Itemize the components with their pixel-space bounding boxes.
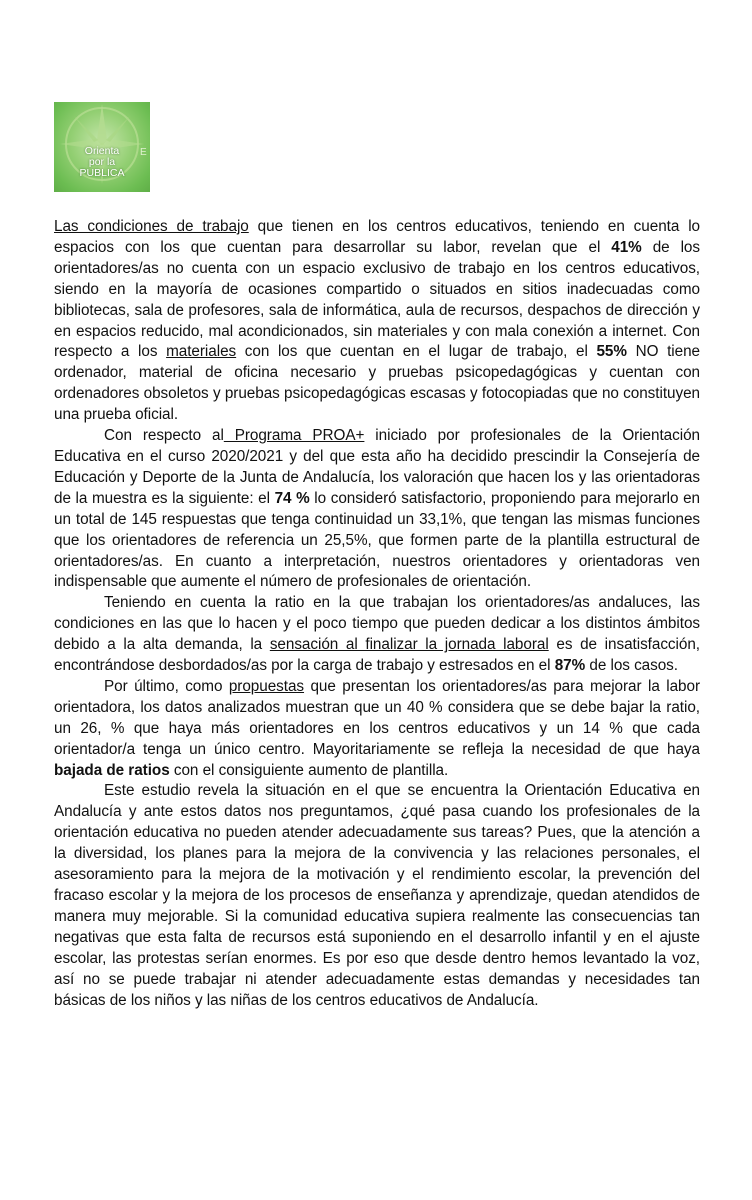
underlined-text: sensación al finalizar la jornada laboral <box>269 636 549 654</box>
paragraph <box>54 781 700 1011</box>
orienta-logo <box>54 102 150 192</box>
text-run: que presentan los orientadores/as para mejorar la labor orientadora, los datos analizados muestran que un 40 % considera que se debe bajar la ratio, un 26, % que haya más orientadores en los centros educativos y un 14 % que cada orientador/a tenga un único centro. Mayoritariamente se refleja la necesidad de que haya <box>54 677 700 758</box>
bold-text: 87% <box>554 657 586 675</box>
underlined-text: Programa PROA+ <box>223 427 365 445</box>
logo-line-1: Orienta <box>84 145 120 157</box>
underlined-text: Las condiciones de trabajo <box>54 218 249 235</box>
text-run: Teniendo en cuenta la ratio en la que trabajan los orientadores/as andaluces, las condiciones en las que lo hacen y el poco tiempo que pueden dedicar a los distintos ámbitos debido a la alta demanda, la <box>54 594 700 654</box>
bold-text: 74 % <box>274 489 310 507</box>
text-run: Con respecto al <box>104 427 224 445</box>
text-run: lo consideró satisfactorio, proponiendo para mejorarlo en un total de 145 respuestas que tenga continuidad un 33,1%, que tengan las mismas funciones que los orientadores de referencia un 25,5%, que formen parte de la plantilla estructural de orientadores/as. En cuanto a interpretación, nuestros orientadores y orientadoras ven indispensable que aumente el número de profesionales de orientación. <box>54 489 700 591</box>
text-run: NO tiene ordenador, material de oficina necesario y pruebas psicopedagógicas y cuentan con ordenadores obsoletos y pruebas psicopedagógicas escasas y fotocopiadas que no constituyen una prueba oficial. <box>54 343 700 424</box>
paragraph <box>54 677 700 782</box>
text-run: de los casos. <box>585 657 678 675</box>
text-run: Por último, como <box>104 677 229 695</box>
logo-text <box>54 146 150 179</box>
text-run: es de insatisfacción, encontrándose desbordados/as por la carga de trabajo y estresados en el <box>54 636 700 675</box>
logo-line-2: por la <box>88 156 116 168</box>
bold-text: bajada de ratios <box>54 761 170 779</box>
bold-text: 55% <box>596 343 627 361</box>
compass-letter: E <box>140 147 147 158</box>
underlined-text: propuestas <box>228 677 305 695</box>
text-run: iniciado por profesionales de la Orientación Educativa en el curso 2020/2021 y del que esta año ha decidido prescindir la Consejería de Educación y Deporte de la Junta de Andalucía, los valoración que hacen los y las orientadoras de la muestra es la siguiente: el <box>54 427 700 507</box>
text-run: con los que cuentan en el lugar de trabajo, el <box>236 343 597 361</box>
text-run: de los orientadores/as no cuenta con un espacio exclusivo de trabajo en los centros educativos, siendo en la mayoría de ocasiones compartido o situados en sitios inadecuadas como bibliotecas, sala de profesores, sala de informática, aula de recursos, despachos de dirección y en espacios reducido, mal acondicionados, sin materiales y con mala conexión a internet. Con respecto a los <box>54 238 700 361</box>
underlined-text: materiales <box>166 343 237 361</box>
text-run: que tienen en los centros educativos, teniendo en cuenta lo espacios con los que cuentan para desarrollar su labor, revelan que el <box>54 218 701 256</box>
paragraph <box>54 217 700 426</box>
paragraph <box>54 593 700 677</box>
logo-line-3: PUBLICA <box>79 167 125 179</box>
text-run: con el consiguiente aumento de plantilla. <box>169 761 449 779</box>
bold-text: 41% <box>611 238 642 256</box>
document-body <box>54 217 700 1011</box>
paragraph <box>54 426 700 593</box>
text-run: Este estudio revela la situación en el que se encuentra la Orientación Educativa en Andalucía y ante estos datos nos preguntamos, ¿qué pasa cuando los profesionales de la orientación educativa no pueden atender adecuadamente sus tareas? Pues, que la atención a la diversidad, los planes para la mejora de la convivencia y las relaciones personales, el asesoramiento para la mejora de la motivación y el rendimiento escolar, la prevención del fracaso escolar y la mejora de los procesos de enseñanza y aprendizaje, quedan atendidos de manera muy mejorable. Si la comunidad educativa supiera realmente las consecuencias tan negativas que esta falta de recursos está suponiendo en el desarrollo infantil y en el ajuste escolar, las protestas serían enormes. Es por eso que desde dentro hemos levantado la voz, así no se puede trabajar ni atender adecuadamente estas demandas y necesidades tan básicas de los niños y las niñas de los centros educativos de Andalucía. <box>54 782 700 1009</box>
